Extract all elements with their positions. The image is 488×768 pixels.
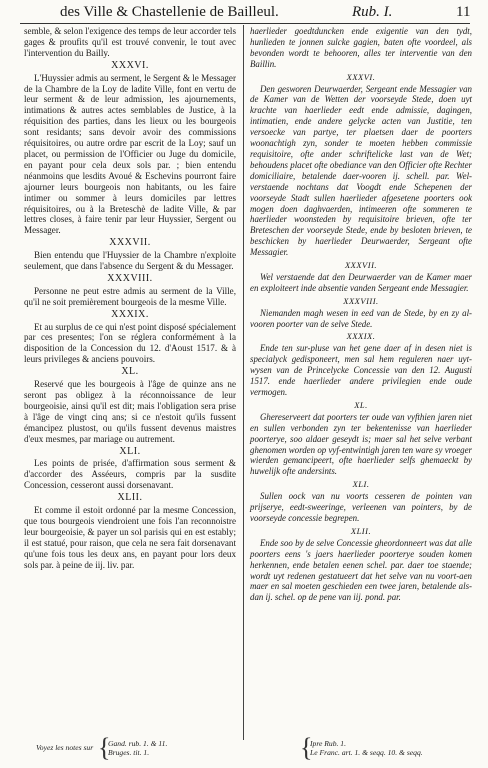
paragraph: Den gesworen Deurwaerder, Sergeant ende Messagier van de Kamer van de Wetten der voorseyde Stede, doen uyt krachte van haerlieder eedt ende admissie, dagingen, intimatien, ende andere gelycke acten van Justitie, ten versoecke van partye, ter plaetsen daer de poorters woonachtigh zyn, sonder te moeten hebben commissie requisitoire, ofte ander schriftelicke last van de Wet; behoudens placet ofte obediance van den Officier ofte Rechter domiciliaire, betalende daer-vooren ij. schell. par. Wel-verstaende nochtans dat Voogdt ende Schepenen der voorseyde Stadt sullen haerlieder afgesetene poorters ook mogen doen daghvaerden, intimeeren ofte sommeren te haerlieder woonsteden by requisitoire brieven, ofte ter Breteschen der voorseyde Stede, ende by besloten brieven, te beschicken by haerlieder Deurwaerder, Sergeant ofte Messagier.	[250, 83, 472, 258]
column-divider	[243, 25, 244, 740]
citation: Bruges. tit. 1.	[108, 748, 150, 757]
paragraph: Ende ten sur-pluse van het gene daer af in desen niet is specialyck gedisponeert, men sal hem reguleren naer uyt-wysen van de Princelycke Concessie van den 12. Augusti 1517. ende haerlieder andere privilegien ende oude vermogen.	[250, 343, 472, 397]
paragraph: L'Huyssier admis au serment, le Sergent & le Messager de la Chambre de la Loy de ladite Ville, font en vertu de leur serment & de leur admission, les ajournements, intimations & autres actes semblables de Justice, à la réquisition des parties, dans les lieux ou les bourgeois sont residants; sans devoir avoir des commissions réquisitoires, ou autre ordre par escrit de la Loy; sauf un placet, ou permission de l'Officier ou Juge du domicile, en payant pour cela deux sols par. ; bien entendu néanmoins que lesdits Avoué & Eschevins pourront faire ajourner leurs bourgeois non habitants, ou les faire intimer ou sommer à leurs domiciles par lettres réquisitoires, ou à la Breteschè de ladite Ville, & par lettres closes, à faire tenir par leur Huyssier, Sergent ou Messager.	[24, 72, 236, 236]
section-heading: XXXIX.	[111, 308, 149, 320]
citation: Gand. rub. 1. & 11.	[108, 739, 168, 748]
section-heading: XLI.	[119, 445, 141, 457]
paragraph: haerlieder goedtduncken ende exigentie van den tydt, hunlieden te jonnen sulcke gagien, baten ofte voordeel, als bevonden wordt te behooren, alles ter interventie van den Baillin.	[250, 26, 472, 69]
section-heading: XXXVI.	[111, 59, 149, 71]
running-title: des Ville & Chastellenie de Bailleul.	[60, 4, 279, 20]
paragraph: Les points de prisée, d'affirmation sous serment & d'accorder des Asséeurs, compris par la susdite Concession, cesseront aussi dorsenavant.	[24, 458, 236, 491]
section-heading: XXXVI.	[346, 71, 376, 82]
section-heading: XXXVIII.	[343, 295, 379, 306]
footnote-citations	[108, 739, 167, 757]
brace-glyph: {	[98, 733, 111, 762]
section-heading: XLI.	[352, 479, 370, 490]
page-header	[0, 2, 488, 20]
paragraph: Et comme il estoit ordonné par la mesme Concession, que tous bourgeois viendroient une fois l'an reconnoistre leur bourgeoisie, & payer un sol parisis qui en est estably; il est statué, pour raison, que cela ne sera fait dorsenavant qu'une fois tous les deux ans, en payant pour lors deux sols par. à peine de iij. liv. par.	[24, 505, 236, 570]
header-rule	[20, 23, 470, 24]
paragraph: Et au surplus de ce qui n'est point disposé spécialement par ces presentes; l'on se réglera conformément à la disposition de la Concession du 12. d'Aoust 1517. & à leurs privileges & anciens pouvoirs.	[24, 321, 236, 365]
flemish-column	[250, 26, 472, 605]
paragraph: Ghereserveert dat poorters ter oude van vyfthien jaren niet en sullen verbonden zyn ter bekentenisse van haerlieder poorterye, soo aldaer geseydt is; maer sal het selve verbant ghenomen worden op vyf-entwintigh jaren ten ware sy vroeger wierden gemancipeert, ofte haerlieder selfs ghemaeckt by huwelijk ofte andersints.	[250, 411, 472, 477]
section-heading: XXXIX.	[346, 331, 376, 342]
citation: Ipre Rub. 1.	[310, 739, 346, 748]
footnote-lead: Voyez les notes sur	[36, 743, 94, 752]
citation: Le Franc. art. 1. & seqq. 10. & seqq.	[310, 748, 423, 757]
paragraph: Wel verstaende dat den Deurwaerder van de Kamer maer en exploiteert inde absentie vanden Sergeant ende Messagier.	[250, 271, 472, 293]
section-heading: XL.	[354, 399, 368, 410]
section-heading: XXXVII.	[109, 237, 151, 249]
page-footer	[0, 733, 488, 767]
french-column	[24, 26, 236, 573]
page-number: 11	[456, 4, 471, 20]
brace-glyph: {	[300, 733, 313, 762]
section-heading: XXXVII.	[344, 260, 378, 271]
paragraph: semble, & selon l'exigence des temps de leur accorder tels gages & proufits qu'il est trouvé convenir, le tout avec l'intervention du Bailly.	[24, 26, 236, 58]
rubric-label: Rub. I.	[352, 4, 393, 20]
section-heading: XXXVIII.	[107, 272, 153, 284]
paragraph: Sullen oock van nu voorts cesseren de pointen van prijserye, eedt-sweeringe, verleenen van pointers, by de voorseyde concessie begrepen.	[250, 491, 472, 523]
paragraph: Reservé que les bourgeois à l'âge de quinze ans ne seront pas obligez à la réconnoissance de leur bourgeoisie, ainsi qu'il est dit; mais l'obligation sera prise à l'âge de vingt cinq ans; si ce n'estoit qu'ils fussent émancipez plustost, ou qu'ils fussent devenus maistres d'eux mesmes, par mariage ou autrement.	[24, 379, 236, 444]
paragraph: Niemanden magh wesen in eed van de Stede, by en zy al-vooren poorter van de selve Stede.	[250, 307, 472, 329]
paragraph: Ende soo by de selve Concessie gheordonneert was dat alle poorters eens 's jaers haerlieder poorterye souden komen herkennen, ende betalen eenen schel. par. daer toe staende; wordt uyt redenen gestatueert dat het selve van nu voort-aen maer en sal moeten geschieden een twee jaren, betalende als-dan ij. schel. op de pene van iij. pond. par.	[250, 537, 472, 603]
paragraph: Bien entendu que l'Huyssier de la Chambre n'exploite seulement, que dans l'absence du Sergent & du Messager.	[24, 250, 236, 272]
section-heading: XLII.	[117, 492, 143, 504]
footnote-citations-right	[310, 739, 423, 757]
section-heading: XLII.	[350, 525, 372, 536]
section-heading: XL.	[121, 366, 139, 378]
paragraph: Personne ne peut estre admis au serment de la Ville, qu'il ne soit premièrement bourgeois de la mesme Ville.	[24, 285, 236, 307]
